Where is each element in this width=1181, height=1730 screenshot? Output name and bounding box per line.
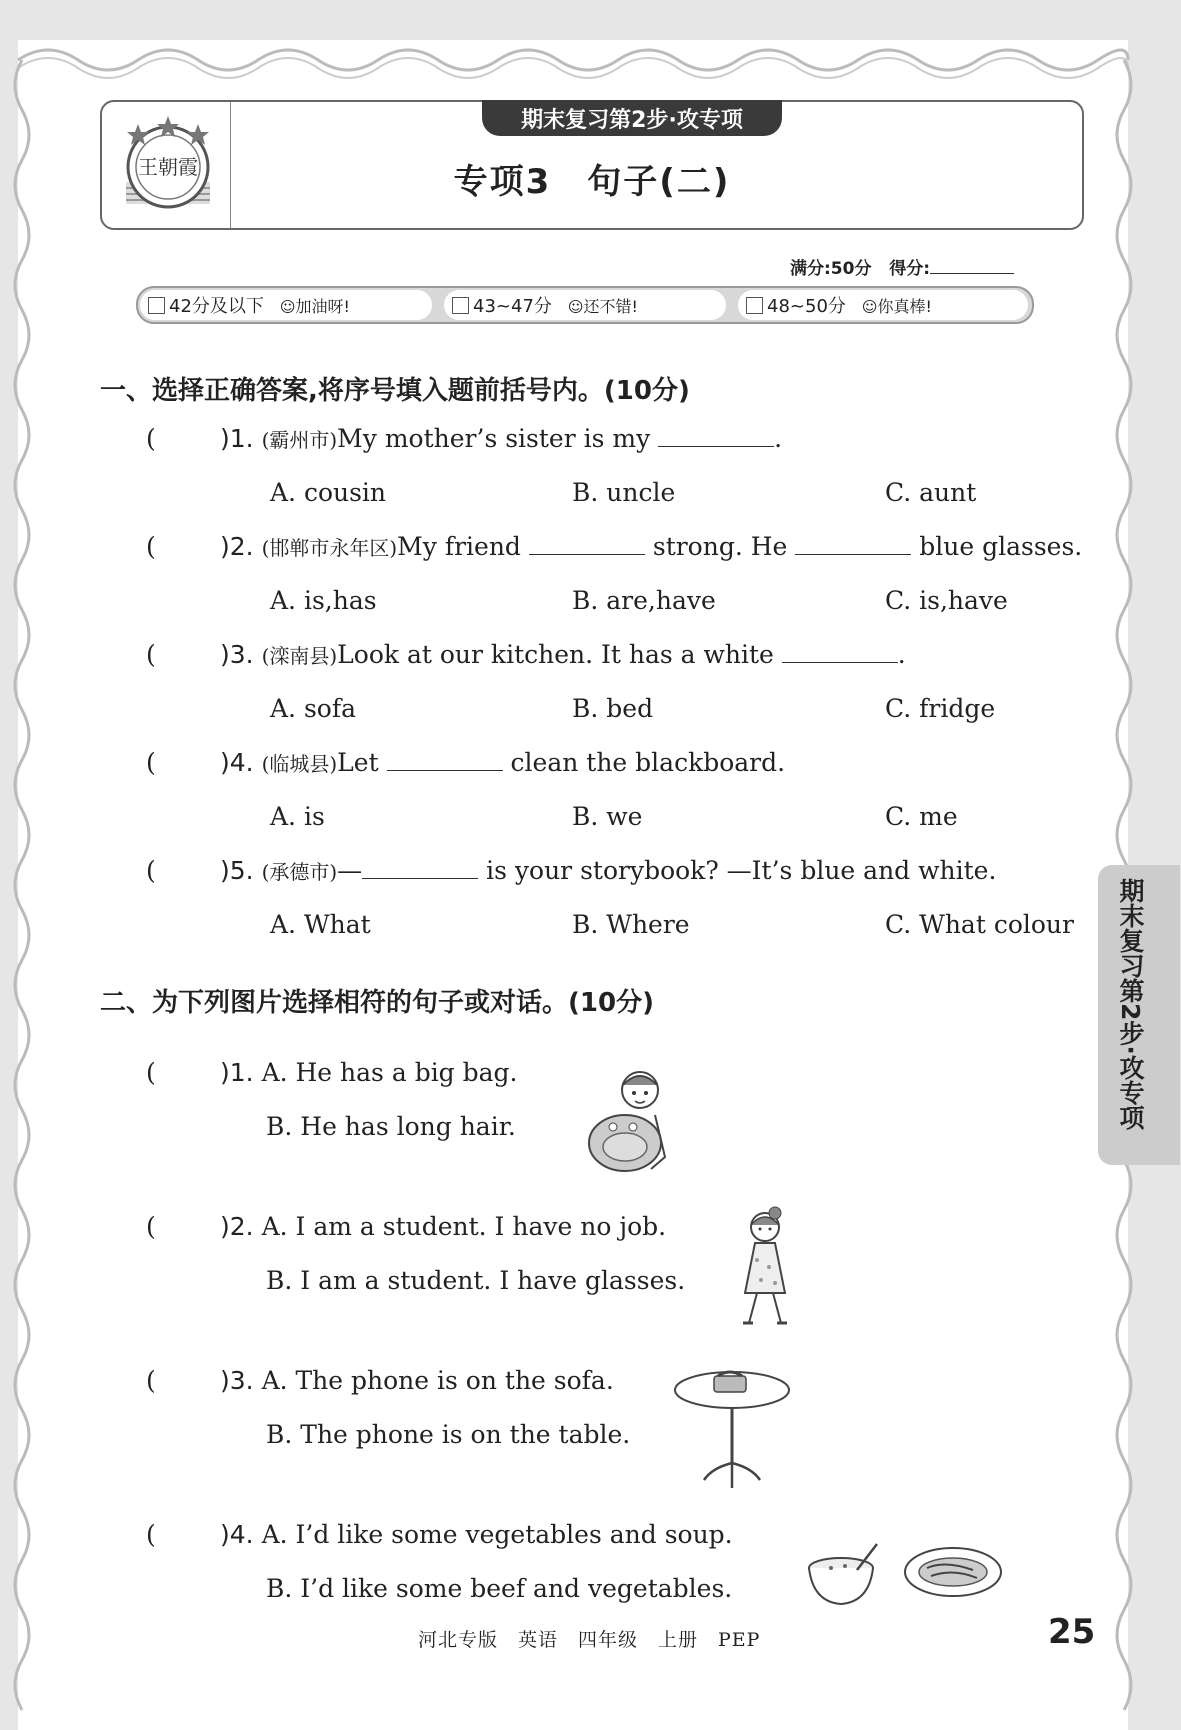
answer-blank[interactable] xyxy=(362,856,478,879)
s2-question-4: )4. A. I’d like some vegetables and soup. xyxy=(220,1520,733,1549)
answer-paren[interactable]: ( xyxy=(146,1058,156,1087)
answer-blank[interactable] xyxy=(529,532,645,555)
answer-paren[interactable]: ( xyxy=(146,640,156,669)
s1-q3-option-c: C. fridge xyxy=(885,694,996,723)
girl-student-picture xyxy=(735,1205,795,1335)
s1-question-1: )1. (霸州市)My mother’s sister is my . xyxy=(220,424,783,453)
s1-question-5: )5. (承德市)— is your storybook? —It’s blue and white. xyxy=(220,856,997,885)
answer-paren[interactable]: ( xyxy=(146,424,156,453)
s1-question-3: )3. (滦南县)Look at our kitchen. It has a white . xyxy=(220,640,906,669)
s1-q5-option-b: B. Where xyxy=(572,910,690,939)
smile-face-icon: ☺ xyxy=(567,297,584,316)
answer-paren[interactable]: ( xyxy=(146,532,156,561)
smile-face-icon: ☺ xyxy=(279,297,296,316)
s1-q5-option-c: C. What colour xyxy=(885,910,1074,939)
page-number: 25 xyxy=(1048,1612,1096,1652)
rating-mid xyxy=(444,290,726,320)
score-line xyxy=(790,254,1014,279)
s2-question-2: )2. A. I am a student. I have no job. xyxy=(220,1212,667,1241)
page-title: 专项3 句子(二) xyxy=(453,162,731,202)
s1-q4-option-c: C. me xyxy=(885,802,958,831)
full-score-label: 满分:50分 xyxy=(790,259,872,279)
rating-high-checkbox[interactable] xyxy=(746,297,763,314)
rating-high-range: 48~50分 xyxy=(767,296,846,317)
section2-title: 二、为下列图片选择相符的句子或对话。(10分) xyxy=(100,988,654,1018)
rating-high-cheer: ☺你真棒! xyxy=(861,296,932,316)
footer: 河北专版 英语 四年级 上册 PEP xyxy=(418,1629,761,1651)
s1-q2-option-b: B. are,have xyxy=(572,586,716,615)
phone-on-table-picture xyxy=(672,1368,792,1493)
s1-q1-option-a: A. cousin xyxy=(270,478,387,507)
boy-with-bag-picture xyxy=(585,1065,675,1175)
answer-blank[interactable] xyxy=(795,532,911,555)
rating-high xyxy=(738,290,1028,320)
answer-paren[interactable]: ( xyxy=(146,748,156,777)
s2-q4-option-b: B. I’d like some beef and vegetables. xyxy=(266,1574,733,1603)
rating-bar xyxy=(136,286,1034,324)
s1-q3-option-b: B. bed xyxy=(572,694,654,723)
rating-mid-cheer: ☺还不错! xyxy=(567,296,638,316)
logo-text: 王朝霞 xyxy=(138,155,198,179)
s1-q5-option-a: A. What xyxy=(270,910,371,939)
rating-mid-range: 43~47分 xyxy=(473,296,552,317)
s1-q1-option-b: B. uncle xyxy=(572,478,676,507)
s1-q4-option-a: A. is xyxy=(270,802,325,831)
answer-blank[interactable] xyxy=(782,640,898,663)
s1-q2-option-c: C. is,have xyxy=(885,586,1008,615)
smile-face-icon: ☺ xyxy=(861,297,878,316)
s2-q3-option-b: B. The phone is on the table. xyxy=(266,1420,631,1449)
rating-mid-checkbox[interactable] xyxy=(452,297,469,314)
answer-paren[interactable]: ( xyxy=(146,856,156,885)
section1-title: 一、选择正确答案,将序号填入题前括号内。(10分) xyxy=(100,376,690,406)
s1-q4-option-b: B. we xyxy=(572,802,643,831)
wavy-left-border xyxy=(0,60,40,1730)
s2-q1-option-b: B. He has long hair. xyxy=(266,1112,516,1141)
s1-q3-option-a: A. sofa xyxy=(270,694,356,723)
rating-low-checkbox[interactable] xyxy=(148,297,165,314)
answer-paren[interactable]: ( xyxy=(146,1366,156,1395)
s1-question-2: )2. (邯郸市永年区)My friend strong. He blue glasses. xyxy=(220,532,1083,561)
s1-q1-option-c: C. aunt xyxy=(885,478,977,507)
answer-blank[interactable] xyxy=(658,424,774,447)
s2-question-1: )1. A. He has a big bag. xyxy=(220,1058,518,1087)
rating-low-range: 42分及以下 xyxy=(169,296,264,317)
header-box xyxy=(100,100,1084,230)
answer-blank[interactable] xyxy=(387,748,503,771)
s1-question-4: )4. (临城县)Let clean the blackboard. xyxy=(220,748,786,777)
header-tab: 期末复习第2步·攻专项 xyxy=(482,100,782,136)
score-label: 得分: xyxy=(889,259,931,279)
side-tab-label: 期末复习第2步·攻专项 xyxy=(1116,878,1145,1130)
s2-question-3: )3. A. The phone is on the sofa. xyxy=(220,1366,614,1395)
answer-paren[interactable]: ( xyxy=(146,1520,156,1549)
s1-q2-option-a: A. is,has xyxy=(270,586,377,615)
answer-paren[interactable]: ( xyxy=(146,1212,156,1241)
soup-and-beef-picture xyxy=(805,1540,1005,1610)
wavy-top-border xyxy=(0,0,1181,80)
score-input-blank[interactable] xyxy=(930,273,1014,274)
s2-q2-option-b: B. I am a student. I have glasses. xyxy=(266,1266,686,1295)
rating-low-cheer: ☺加油呀! xyxy=(279,296,350,316)
rating-low xyxy=(140,290,432,320)
